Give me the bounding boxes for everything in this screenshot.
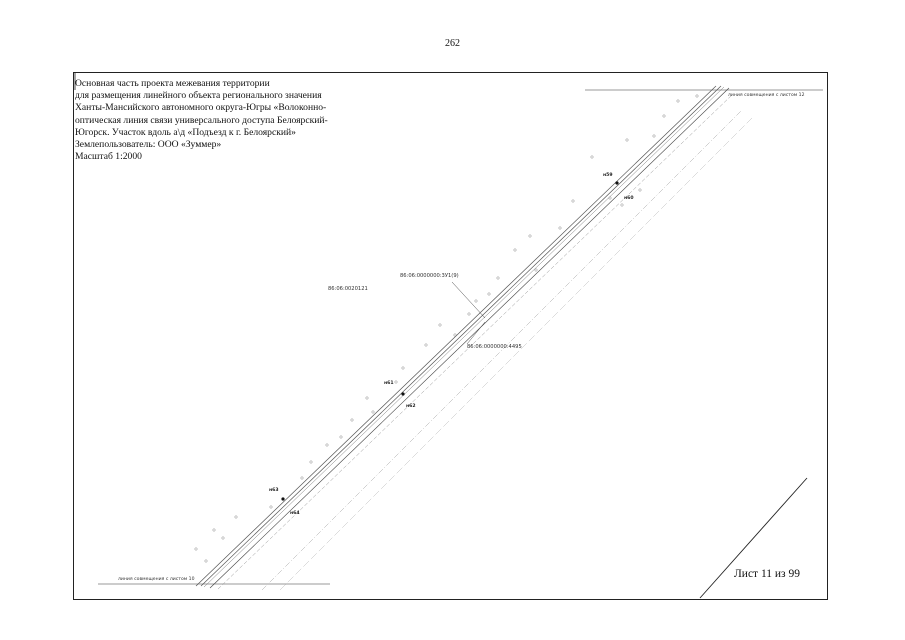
scale: Масштаб 1:2000 bbox=[75, 151, 142, 163]
point-label-n63: н63 bbox=[269, 488, 279, 493]
point-label-n59: н59 bbox=[603, 173, 613, 178]
title-line-5: Югорск. Участок вдоль а\д «Подъезд к г. Белоярский» bbox=[75, 126, 296, 138]
parcel-label-0020121: 86:06:0020121 bbox=[328, 286, 368, 292]
boundary-points bbox=[281, 181, 618, 500]
title-line-1: Основная часть проекта межевания территории bbox=[75, 78, 270, 89]
parcel-label-4495: 86:06:0000000:4495 bbox=[467, 344, 522, 350]
page-number: 262 bbox=[445, 38, 460, 49]
land-user: Землепользователь: ООО «Зуммер» bbox=[75, 139, 222, 151]
match-label-top: линия совмещения с листом 12 bbox=[728, 93, 805, 98]
point-label-n64: н64 bbox=[290, 511, 300, 516]
point-label-n62: н62 bbox=[406, 404, 416, 409]
sheet-number-label: Лист 11 из 99 bbox=[734, 568, 800, 580]
title-line-4: оптическая линия связи универсального доступа Белоярский- bbox=[75, 114, 328, 126]
match-label-bottom: линия совмещения с листом 10 bbox=[118, 577, 195, 582]
title-line-3: Ханты-Мансийского автономного округа-Югры «Волоконно- bbox=[75, 102, 327, 114]
parcel-label-3u1: 86:06:0000000:3У1(9) bbox=[400, 273, 459, 279]
point-label-n61: н61 bbox=[384, 381, 394, 386]
point-label-n60: н60 bbox=[624, 196, 634, 201]
title-line-2: для размещения линейного объекта регионального значения bbox=[75, 90, 322, 102]
corridor-lines bbox=[196, 86, 807, 598]
